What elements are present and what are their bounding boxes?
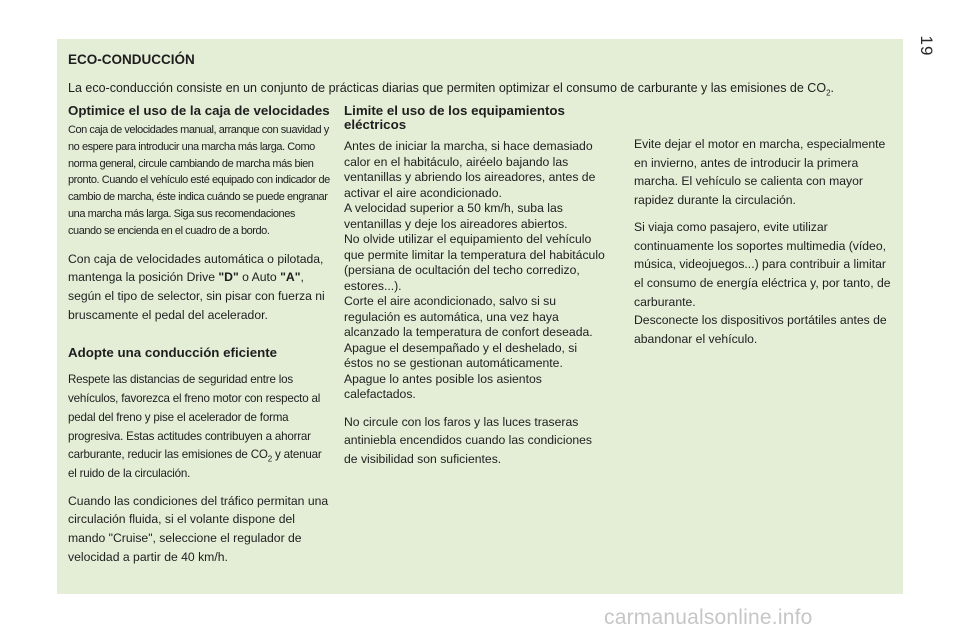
electrical-list — [344, 139, 606, 403]
intro-paragraph — [68, 81, 888, 98]
auto-label: "A" — [280, 270, 301, 285]
watermark: carmanualsonline.info — [604, 606, 813, 629]
electrical-line: Corte el aire acondicionado, salvo si su regulación es automática, una vez haya alcanzado la temperatura de confort deseada. — [344, 294, 593, 339]
lights-paragraph: No circule con los faros y las luces traseras antiniebla encendidos cuando las condiciones de visibilidad son suficientes. — [344, 414, 592, 466]
gearbox-automatic-paragraph — [68, 250, 330, 325]
cruise-paragraph: Cuando las condiciones del tráfico permitan una circulación fluida, si el volante dispone del mando "Cruise", seleccione el regulador de velocidad a partir de 40 km/h. — [68, 493, 329, 564]
engine-idle-paragraph: Evite dejar el motor en marcha, especialmente en invierno, antes de introducir la primera marcha. El vehículo se calienta con mayor rapidez durante la circulación. — [634, 137, 886, 208]
electrical-line: No olvide utilizar el equipamiento del vehículo que permite limitar la temperatura del habitáculo (persiana de ocultación del techo corredizo, estores...). — [344, 232, 605, 293]
drive-label: "D" — [218, 270, 239, 285]
heading-electrical: Limite el uso de los equipamientos eléctricos — [344, 103, 565, 132]
gearbox-manual-paragraph: Con caja de velocidades manual, arranque con suavidad y no espere para introducir una marcha más larga. Como norma general, circule cambiando de marcha más bien pronto. Cuando el vehículo esté equipado con indicador de cambio de marcha, éste indica cuándo se puede engranar una marcha más larga. Siga sus recomendaciones cuando se encienda en el cuadro de a bordo. — [68, 124, 330, 237]
intro-end: . — [830, 81, 834, 95]
electrical-line: Apague lo antes posible los asientos calefactados. — [344, 371, 542, 401]
intro-text: La eco-conducción consiste en un conjunto de prácticas diarias que permiten optimizar el consumo de carburante y las emisiones de CO — [68, 81, 827, 95]
multimedia-paragraph: Si viaja como pasajero, evite utilizar continuamente los soportes multimedia (vídeo, música, videojuegos...) para contribuir a limitar el consumo de energía eléctrica y, por tanto, de carburante. — [634, 219, 891, 309]
electrical-line: Antes de iniciar la marcha, si hace demasiado calor en el habitáculo, airéelo bajando las ventanillas y abriendo los aireadores, antes de activar el aire acondicionado. — [344, 139, 596, 200]
column-right — [634, 135, 898, 349]
heading-efficient: Adopte una conducción eficiente — [68, 345, 278, 361]
gearbox-auto-text-a: Con caja de velocidades automática o pilotada, mantenga la posición Drive — [68, 251, 324, 285]
gearbox-auto-text-b: o Auto — [238, 270, 281, 285]
electrical-line: Apague el desempañado y el deshelado, si éstos no se gestionan automáticamente. — [344, 340, 578, 370]
gearbox-auto-text-c: , según el tipo de selector, sin pisar con fuerza ni bruscamente el pedal del acelerador. — [68, 270, 325, 322]
column-left — [68, 104, 330, 566]
column-middle — [344, 104, 606, 469]
efficient-text-a: Respete las distancias de seguridad entre los vehículos, favorezca el freno motor con respecto al pedal del freno y pise el acelerador de forma progresiva. Estas actitudes contribuyen a ahorrar carburante, reducir las emisiones de CO — [68, 373, 321, 462]
electrical-line: A velocidad superior a 50 km/h, suba las ventanillas y deje los aireadores abiertos. — [344, 201, 568, 231]
efficient-subscript: 2 — [267, 454, 272, 464]
intro-subscript: 2 — [826, 88, 831, 98]
efficient-text-b: y atenuar el ruido de la circulación. — [68, 448, 322, 480]
page-number: 19 — [917, 35, 936, 57]
heading-gearbox: Optimice el uso de la caja de velocidades — [68, 103, 330, 118]
portable-devices-paragraph: Desconecte los dispositivos portátiles antes de abandonar el vehículo. — [634, 313, 887, 347]
efficient-paragraph — [68, 371, 330, 483]
section-title: ECO-CONDUCCIÓN — [68, 52, 195, 67]
